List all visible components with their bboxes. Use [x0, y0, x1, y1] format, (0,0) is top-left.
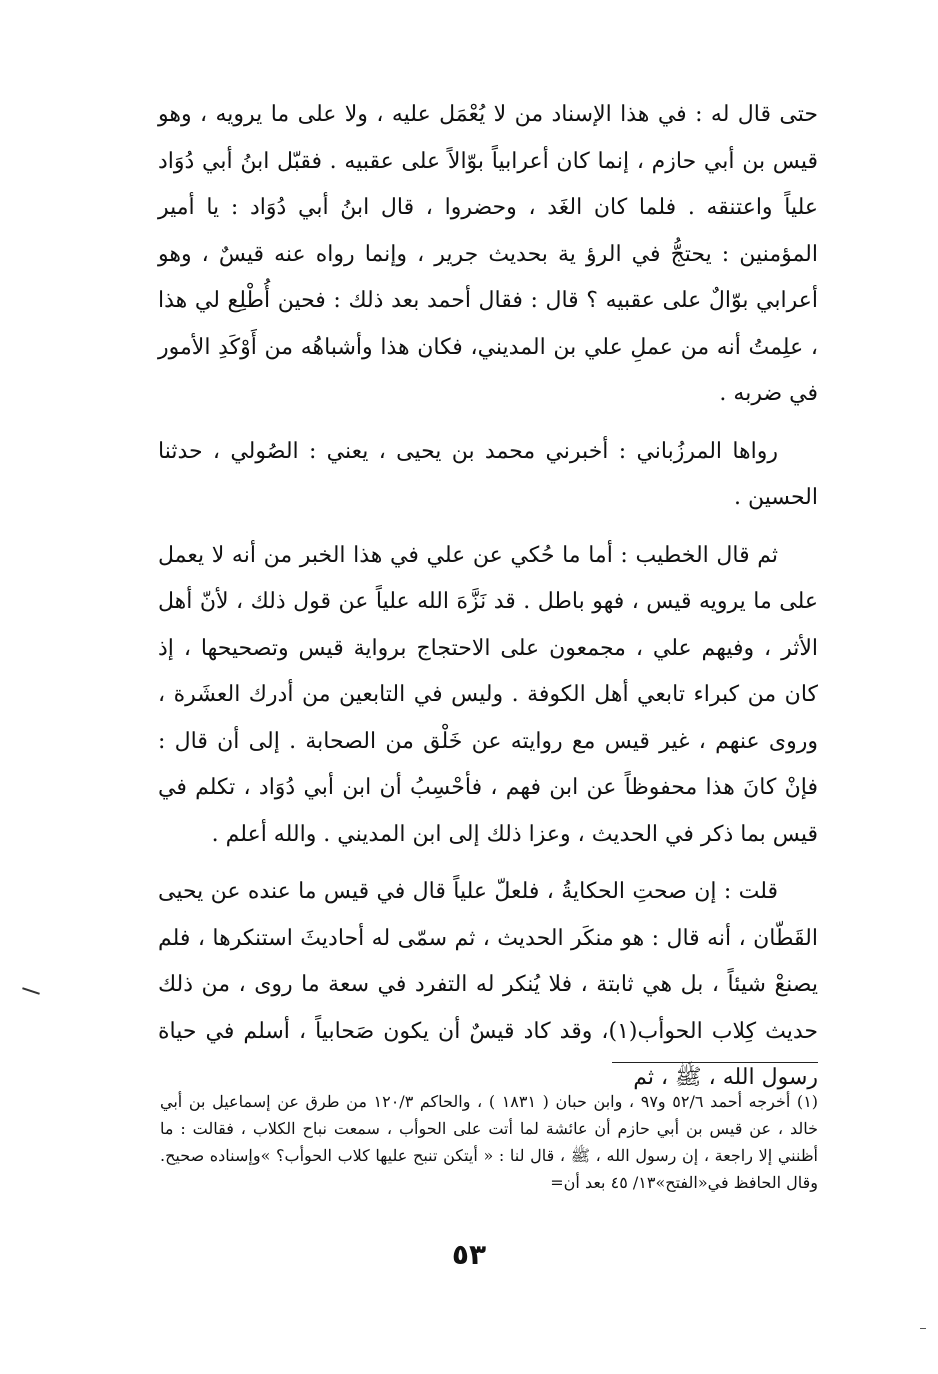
scan-artifact-mark — [22, 987, 40, 994]
page-number: ٥٣ — [451, 1238, 487, 1271]
scan-edge-mark — [920, 1328, 926, 1329]
paragraph-1: حتى قال له : في هذا الإسناد من لا يُعْمَل عليه ، ولا على ما يرويه ، وهو قيس بن أبي حازم ، إنما كان أعرابياً بوّالاً على عقبيه . فقبّل ابنُ أبي دُوَاد علياً واعتنقه . فلما كان الغَد ، وحضروا ، قال ابنُ أبي دُوَاد : يا أمير المؤمنين : يحتجُّ في الرؤ ية بحديث جرير ، وإنما رواه عنه قيسٌ ، وهو أعرابي بوّالٌ على عقبيه ؟ قال : فقال أحمد بعد ذلك : فحين أُطْلِع لي هذا ، علِمتُ أنه من عملِ علي بن المديني، فكان هذا وأشباهُه من أَوْكَدِ الأمور في ضربه . — [158, 102, 819, 406]
paragraph-4: قلت : إن صحتِ الحكايةُ ، فلعلّ علياً قال في قيس ما عنده عن يحيى القَطّان ، أنه قال : هو منكَر الحديث ، ثم سمّى له أحاديثَ استنكرها ، فلم يصنعْ شيئاً ، بل هي ثابتة ، فلا يُنكر له التفرد في سعة ما روى ، من ذلك حديث كِلاب الحوأب(١)، وقد كاد قيسٌ أن يكون صَحابياً ، أسلم في حياة رسول الله ، ﷺ ، ثم — [158, 879, 818, 1090]
footnote-1: (١) أخرجه أحمد ٥٢/٦ و٩٧ ، وابن حبان ( ١٨٣١ ) ، والحاكم ١٢٠/٣ من طرق عن إسماعيل بن أبي خالد ، عن قيس بن أبي حازم أن عائشة لما أتت على الحوأب ، سمعت نباح الكلاب ، فقالت : ما أظنني إلا راجعة ، إن رسول الله ، ﷺ ، قال لنا : « أيتكن تنبح عليها كلاب الحوأب؟ »وإسناده صحيح. وقال الحافظ في«الفتح»١٣/ ٤٥ بعد أن= — [160, 1092, 819, 1192]
footnote-separator — [612, 1062, 818, 1063]
main-text-body — [158, 92, 818, 1113]
paragraph-3: ثم قال الخطيب : أما ما حُكي عن علي في هذا الخبر من أنه لا يعمل على ما يرويه قيس ، فهو باطل . قد نَزَّهَ الله علياً عن قول ذلك ، لأنّ أهل الأثر ، وفيهم علي ، مجمعون على الاحتجاج برواية قيس وتصحيحها ، إذ كان من كبراء تابعي أهل الكوفة . وليس في التابعين من أدرك العشَرة ، وروى عنهم ، غير قيس مع روايته عن خَلْق من الصحابة . إلى أن قال : فإنْ كانَ هذا محفوظاً عن ابن فهم ، فأحْسِبُ أن ابن أبي دُوَاد ، تكلم في قيس بما ذكر في الحديث ، وعزا ذلك إلى ابن المديني . والله أعلم . — [158, 542, 818, 847]
paragraph-2: رواها المرزُباني : أخبرني محمد بن يحيى ، يعني : الصُولي ، حدثنا الحسين . — [158, 438, 818, 510]
